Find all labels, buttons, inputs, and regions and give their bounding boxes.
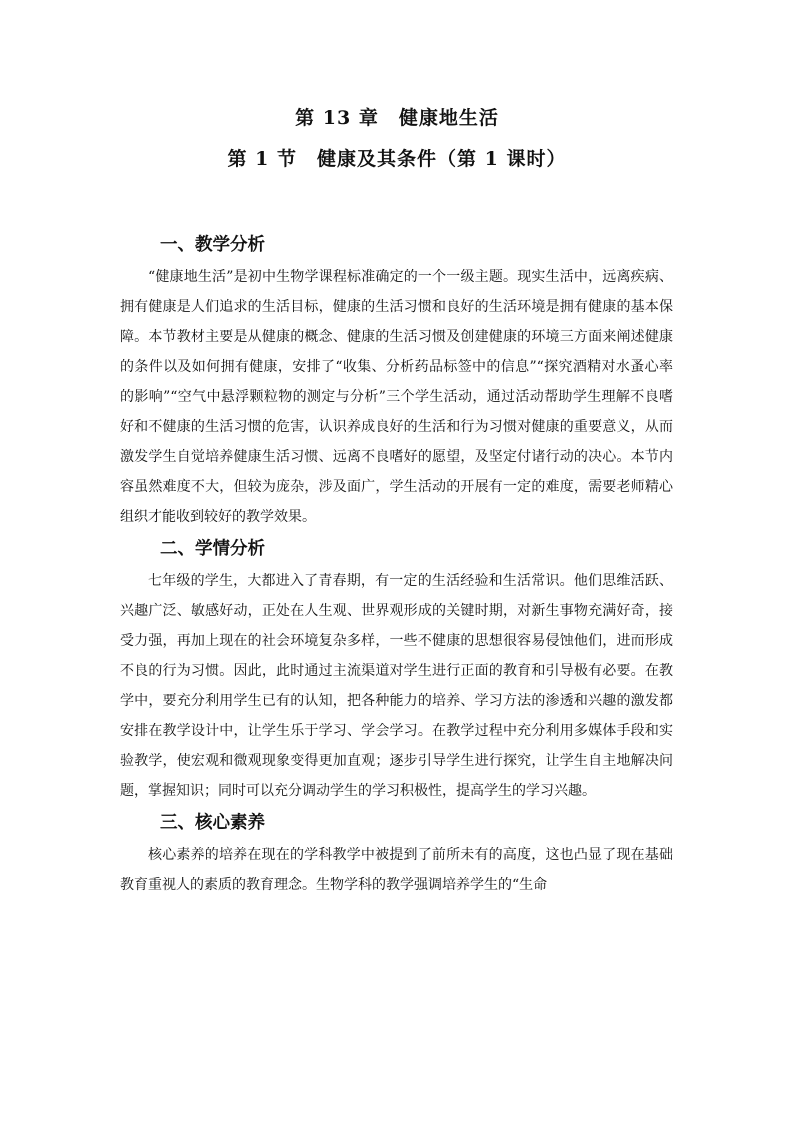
paragraph-teaching-analysis: “健康地生活”是初中生物学课程标准确定的一个一级主题。现实生活中，远离疾病、拥有健康是人们追求的生活目标，健康的生活习惯和良好的生活环境是拥有健康的基本保障。本节教材主要是从健康的概念、健康的生活习惯及创建健康的环境三方面来阐述健康的条件以及如何拥有健康，安排了“收集、分析药品标签中的信息”“探究酒精对水蚤心率的影响”“空气中悬浮颗粒物的测定与分析”三个学生活动，通过活动帮助学生理解不良嗜好和不健康的生活习惯的危害，认识养成良好的生活和行为习惯对健康的重要意义，从而激发学生自觉培养健康生活习惯、远离不良嗜好的愿望，及坚定付诸行动的决心。本节内容虽然难度不大，但较为庞杂，涉及面广，学生活动的开展有一定的难度，需要老师精心组织才能收到较好的教学效果。 (120, 269, 673, 525)
chapter-title: 第 13 章 健康地生活 (295, 107, 499, 129)
document-body (120, 228, 673, 900)
heading-core-literacy: 三、核心素养 (160, 813, 265, 833)
paragraph-student-analysis: 七年级的学生，大都进入了青春期，有一定的生活经验和生活常识。他们思维活跃、兴趣广泛、敏感好动，正处在人生观、世界观形成的关键时期，对新生事物充满好奇，接受力强，再加上现在的社会环境复杂多样，一些不健康的思想很容易侵蚀他们，进而形成不良的行为习惯。因此，此时通过主流渠道对学生进行正面的教育和引导极有必要。在教学中，要充分利用学生已有的认知，把各种能力的培养、学习方法的渗透和兴趣的激发都安排在教学设计中，让学生乐于学习、学会学习。在教学过程中充分利用多媒体手段和实验教学，使宏观和微观现象变得更加直观；逐步引导学生进行探究，让学生自主地解决问题，掌握知识；同时可以充分调动学生的学习积极性，提高学生的学习兴趣。 (120, 573, 673, 799)
paragraph-core-literacy: 核心素养的培养在现在的学科教学中被提到了前所未有的高度，这也凸显了现在基础教育重视人的素质的教育理念。生物学科的教学强调培养学生的“生命 (120, 847, 673, 893)
heading-student-analysis: 二、学情分析 (160, 539, 265, 559)
heading-teaching-analysis: 一、教学分析 (160, 235, 265, 255)
section-title: 第 1 节 健康及其条件（第 1 课时） (227, 148, 567, 170)
